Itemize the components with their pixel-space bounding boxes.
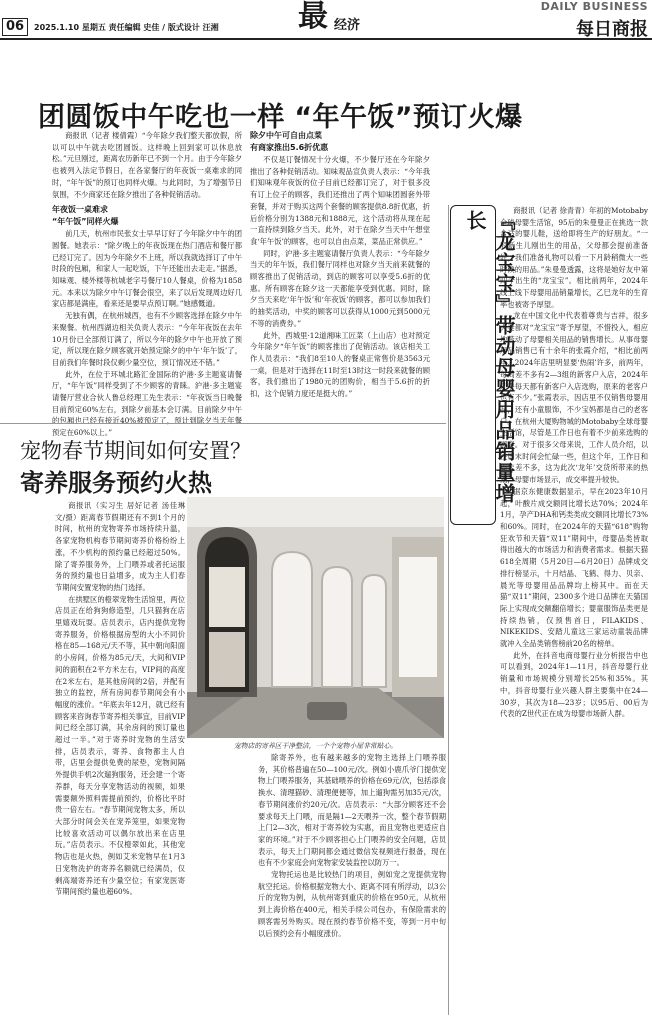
story-a-paragraph: 前几天，杭州市民张女士早早订好了今年除夕中午的团圆餐。她表示：“除夕晚上的年夜饭现在热门酒店和餐厅都已经订完了。因为今年除夕不上班，所以我就选择订了中午时段的包厢，和家人一起吃饭，下午还能出去走走。”据悉，知味观、楼外楼等杭城老字号餐厅10人餐桌，价格为1858元。本来以为除夕中午订餐会很空，来了以后发现周边好几家店都是满座，看来还是要早点预订啊。”她感慨道。	[52, 229, 242, 309]
story-b-paragraph: 在拱墅区的橙翠宠物生活馆里，两位店员正在给狗狗修造型，几只猫狗在店里嬉戏玩耍。店员表示，店内提供宠物寄养服务，价格根据房型的大小不同价格在85—168元/天不等，其中朝向阳面的小房间，价格为85元/天，大间和VIP间的面积在2平方米左右，VIP间的高度在2米左右，是其他房间的2倍，并配有独立的监控，所有房间春节期间会有小幅度的涨价。“年底去年12月，就已经有顾客来咨询春节寄养相关事宜，目前VIP间已经全部订满，其余房间的预订量也超过一半。”对于寄养时宠物的生活安排，店员表示，寄养、食物都主人自带，店里会提供免费的尿垫，宠物间隔外提供手机2次遛狗服务，还会建一个寄养群，每天分享宠物活动的视频，如果需要额外照料需提前预约，价格比平时贵一倍左右。“春节期间宠物太多，所以大部分时间会关在宠养笼里，如果宠物比较喜欢活动可以偶尔放出来在店里玩。”店员表示。不仅橙翠如此，其他宠物店也是火热，例如艾米宠物早在1月3日宠物洗护的寄养名额就已经满员，仅剩高端寄养还有少量空位；有家宠医寄节期间预约量也超60%。	[55, 594, 185, 897]
masthead	[0, 0, 652, 44]
story-c-paragraph: 此外，在抖音电商母婴行业分析报告中也可以看到，2024年1—11月，抖音母婴行业销量和市场规模分别增长25%和35%。其中，抖音母婴行业兴趣人群主要集中在24—30岁，其次为18—23岁；以95后、00后为代表的Z世代正在成为母婴市场新人群。	[500, 650, 648, 719]
masthead-rule	[0, 38, 652, 40]
pet-shop-photo	[187, 497, 444, 738]
story-b-column-1	[55, 500, 185, 1020]
column-divider	[448, 205, 449, 1015]
story-b-paragraph: 宠物托运也是比较热门的项目，例如宠之宠提供宠物航空托运。价格根据宠物大小、距离不同有所浮动，以3公斤的宠物为例，从杭州寄到重庆的价格在950元，从杭州到上海价格在400元，相关手续公司包办，有保险需求的顾客需另外购买。现在预约春节价格不变，等到一月中旬以后预约会有小幅度涨价。	[258, 870, 446, 938]
photo-caption: 宠物店的寄养区干净整洁，一个个宠物小屋非常贴心。	[233, 742, 398, 750]
story-a-lead: 商报讯（记者 楼倩霞）“今年除夕我们整天都放假，所以可以中午就去吃团圆饭。这样晚上回到家可以休息放松。”元旦刚过，距离农历新年已不到一个月。由于今年除夕也被列入法定节假日，在各家餐厅的年夜饭一桌难求的同时，“年午饭”的预订也同样火爆。与此同时，为了增强节日氛围，不少商家还在除夕推出了各种促销活动。	[52, 131, 242, 199]
story-b-paragraph: 除寄养外，也有越来越多的宠物主选择上门喂养服务，其价格普遍在50—100元/次。例如小鹿爪爷门提供宠物上门喂养服务，其基础喂养的价格在69元/次，包括添食换水、清理猫砂、清理便便等，加上遛狗需另加35元/次，春节期间涨价约20元/次。店员表示：“大部分顾客还不会要求每天上门喂，而是隔1—2天喂养一次，整个春节假期上门2—3次，相对于寄养较为实惠，而且宠物也更适应自家的环境。”对于不少顾客担心上门喂养的安全问题，店员表示，每天上门期间都会通过微信发视频进行报备，现在也有不少家庭会向宠物家安装监控以防万一。	[258, 753, 446, 868]
paper-name-cn: 每日商报	[576, 19, 648, 40]
page-number: 06	[2, 18, 28, 36]
story-a-paragraph: 此外，西城里·12道湘味工匠菜（上山店）也对预定今年除夕“年午饭”的顾客推出了促销活动。该店相关工作人员表示：“我们8至10人的餐桌正常售价是3563元一桌，但是对于选择在11时至13时这一时段来就餐的顾客，我们推出了1980元的团购价，相当于5.6折的折扣，这个促销力度还是挺大的。”	[250, 330, 430, 399]
headline-pet-boarding: 寄养服务预约火热	[20, 469, 212, 497]
story-a-subhead-4: 有商家推出5.6折优惠	[250, 143, 329, 152]
headline-nian-wu-fan: 团圆饭中午吃也一样 “年午饭”预订火爆	[38, 102, 523, 133]
story-a-subhead-1: 年夜饭一桌难求	[52, 205, 108, 215]
story-a-paragraph: 此外，在位于环城北路汇金国际的沪港·多主题宴请餐厅，“年午饭”同样受到了不少顾客的青睐。沪港·多主题宴请餐厅营业合伙人鲁总经理工先生表示：“年夜饭当日晚餐目前预定60%左右，到除夕前基本会订满。目前除夕中午的包厢也已经有接近40%被预定了，预计到除夕当天年餐预定在60%以上。”	[52, 369, 242, 438]
story-b-column-2	[183, 752, 253, 1017]
story-a-subhead-3: 除夕中午可自由点菜	[250, 131, 322, 140]
story-c-headline-box	[450, 205, 516, 525]
story-a-paragraph: 同时，沪港·多主题宴请餐厅负责人表示：“今年除夕当天的年午饭，我们餐厅同样也对除夕当天前来就餐的顾客推出了促销活动，到店的顾客可以享受5.6折的优惠。所有顾客在除夕这一天都能享受到优惠。同时，除夕当天来吃‘年午饭’和‘年夜饭’的顾客，都可以参加我们的抽奖活动，中奖的顾客可以获得从1000元到5000元不等的消费券。”	[250, 248, 430, 328]
section-divider	[0, 423, 446, 424]
paper-name-en: DAILY BUSINESS	[540, 0, 648, 13]
story-b-kicker: 宠物春节期间如何安置？	[20, 439, 251, 463]
story-a-column-2	[250, 130, 430, 415]
section-name: 经济	[334, 18, 361, 33]
story-c-paragraph: 商报讯（记者 徐青青）年初的Motobaby全球母婴生活馆，95后的朱曼曼正在挑选一款合适的婴儿鞋，送给即将生产的好朋友。“一般新生儿刚出生的用品，父母都会提前准备好，我们准备礼物可以看一下月龄稍微大一些时候的用品。”朱曼曼透露，这将是她好友中第四个出生的“龙宝宝”。相比前两年，2024年线上线下母婴用品销量增长，乙巳龙年的生育率也被寄予厚望。	[500, 206, 648, 309]
story-a-paragraph: 无独有偶，在杭州城西，也有不少顾客选择在除夕中午来聚餐。杭州西湖边相关负责人表示：“今年年夜饭在去年10月份已全部预订满了，所以今年的除夕中午也开放了预定，所以现在除夕顾客就开始预定除夕的中午‘年午饭’了，目前我们年餐时段仅剩少量空位，预订情况还不错。”	[52, 311, 242, 367]
story-a-subhead-2: “年午饭”同样火爆	[52, 217, 119, 227]
story-b-paragraph: 商报讯（实习生 居好记者 汤佳琳 文/摄）距离春节假期还有不到1个月的时间，杭州的宠物寄养市场持续升温，各家宠物机构春节期间寄养价格纷纷上涨，不少机构的预约量已经超过50%。除了寄养服务外，上门喂养或者托运服务的预约量也日益增多，成为主人们春节期间安置宠物的热门选择。	[55, 501, 185, 592]
story-c-paragraph: 龙在中国文化中代表着尊贵与吉祥，很多夫妻都对“龙宝宝”寄予厚望，不惜投入，相应地带动了母婴相关用品的销售增长。从事母婴用品销售已有十余年的张霞介绍，“相比前两年，2024年店里明显要‘热闹’许多，前两年，每周差不多有2—3组的新客户入店，2024年几乎每天都有新客户入店选购，原来的老客户也有不少。”张霞表示，因店里不仅销售母婴用品，还有小童服饰，不少宝妈都是自己的老客户。在杭州大厦购物城的Motobaby全球母婴生活馆，尽管是工作日也有着不少前来选购的顾客。对于很多父母来说，工作人员介绍，以往周末时间会忙碌一些，但这个年，工作日和周末差不多，这为此次‘龙年’交货所带来的热潮，母婴市场显示，成交率提升较快。	[500, 311, 648, 485]
story-a-column-1	[52, 130, 242, 438]
story-b-column-3	[258, 752, 446, 1017]
story-a-paragraph: 不仅是订餐情况十分火爆，不少餐厅还在今年除夕推出了各种促销活动。知味观品宣负责人表示：“今年我们知味观年夜饭的位子目前已经都订完了，对于很多没有订上位子的顾客，我们还推出了两个知味团圆套外带套餐，并对于购买这两个套餐的顾客提供8.8折优惠，折后价格分别为1388元和1888元，这个活动将从现在起一直持续到除夕当天。此外，对于在除夕当天中午想堂食‘年午饭’的顾客，也可以自由点菜，菜品正常供应。”	[250, 155, 430, 246]
section-kanji: 最	[298, 0, 328, 34]
issue-line: 2025.1.10 星期五 责任编辑 史佳 / 版式设计 汪湘	[34, 23, 219, 32]
story-c-headline: 『龙宝宝』带动母婴用品销量增长	[463, 210, 516, 504]
story-c-body	[500, 205, 648, 1010]
story-c-paragraph: 据京东健康数据显示，早在2023年10月起，叶酸片成交额同比增长达70%；2024年1月，孕产DHA和钙类类成交额同比增长73%和60%。同时，在2024年的天猫“618”购物狂欢节和天猫“双11”期间中，母婴品类皆取得出越大的市场活力和消费者需求。根据天猫618全周期（5月20日—6月20日）品牌成交排行榜显示，十月结晶、飞鹤、得力、贝亲、晨光等母婴用品品牌均上榜其中。而在天猫“双11”期间，2300多个进口品牌在天猫国际上实现成交额翻倍增长；婴童服饰品类更是持续热销，仅预售首日，FILAKIDS、NIKEKIDS、安踏儿童这三家运动童装品牌就冲入全品类销售榜前20名的榜单。	[500, 486, 648, 649]
